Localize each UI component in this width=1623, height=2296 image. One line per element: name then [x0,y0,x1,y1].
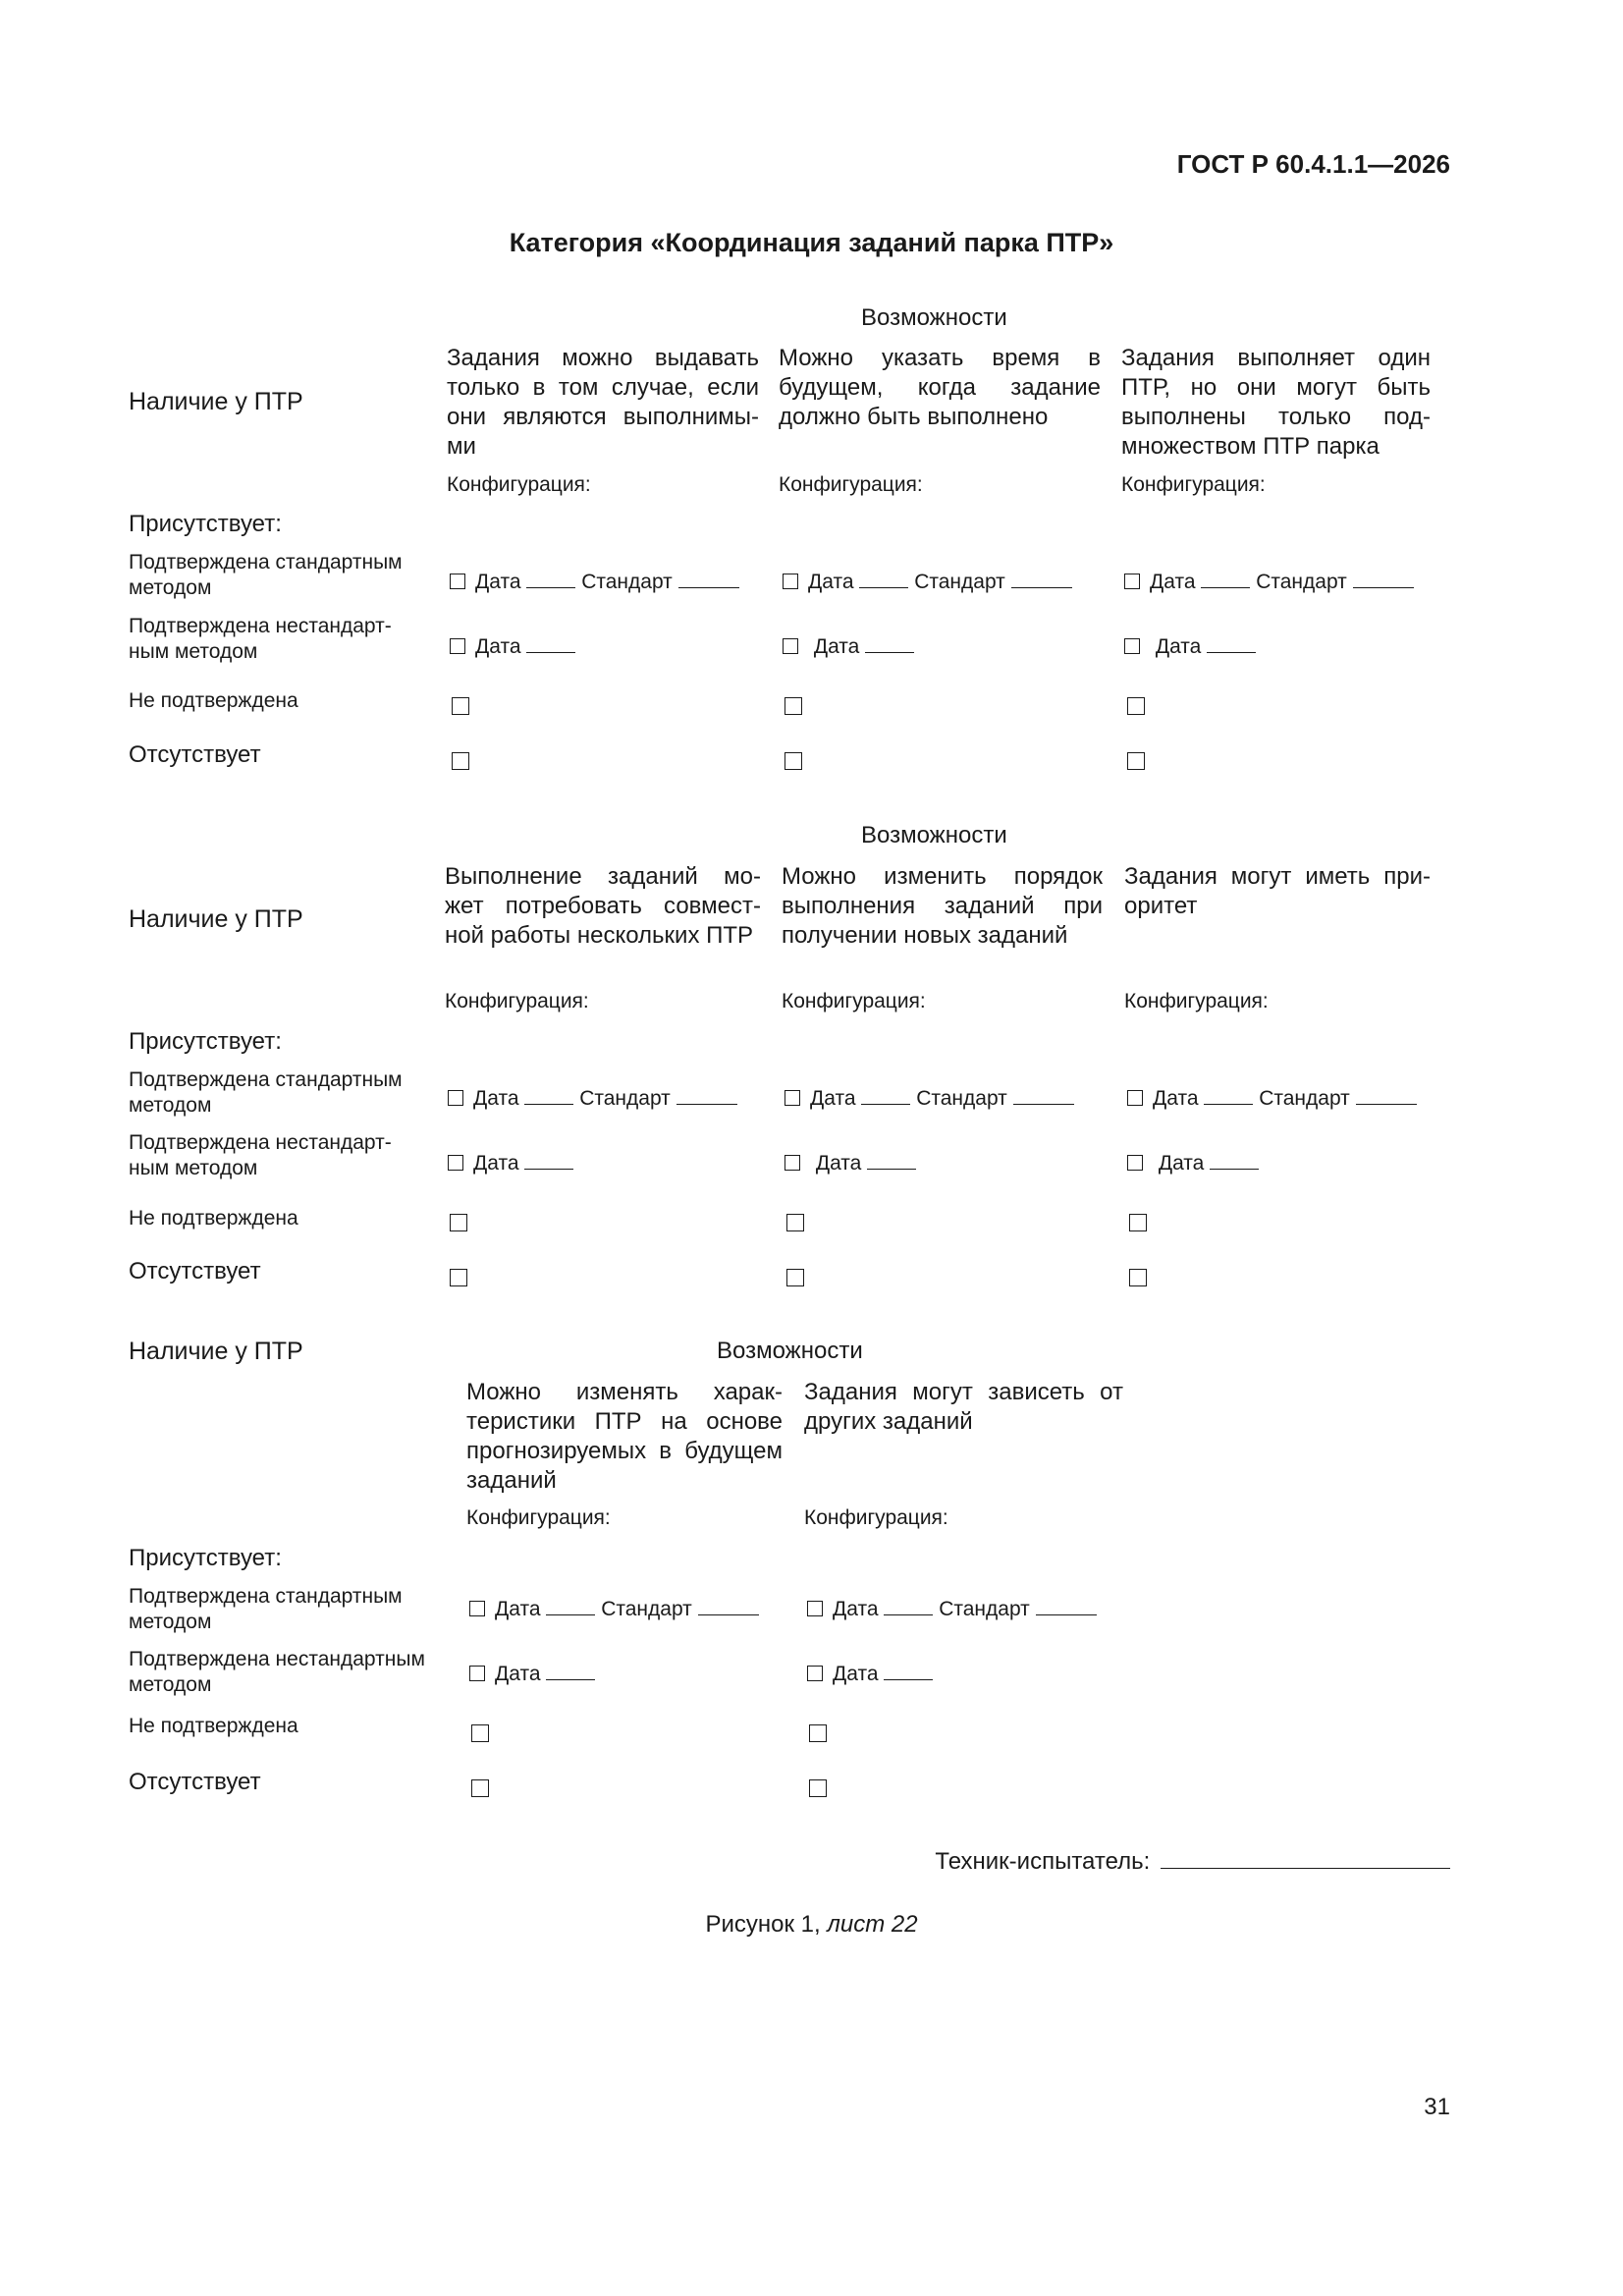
checkbox[interactable] [783,574,798,589]
figure-sheet: лист 22 [827,1911,918,1938]
availability-label: Наличие у ПТР [129,1338,303,1365]
row-label-nonstandard: Подтверждена нестандарт- ным методом [129,615,392,663]
row-label-absent: Отсутствует [129,1769,261,1795]
configuration-label: Конфигурация: [804,1506,948,1529]
feature-text: Задания выполняет один ПТР, но они могут быть выполнены только под-множеством ПТР парка [1121,345,1431,460]
feature-text: Задания могут зависеть от других заданий [804,1379,1123,1435]
nonstandard-cell: Дата [448,1151,573,1175]
standard-cell: Дата Стандарт [784,1086,1074,1111]
checkbox[interactable] [1124,638,1140,654]
standard-cell: Дата Стандарт [1127,1086,1417,1111]
technician-signature [935,1848,1450,1876]
checkbox[interactable] [452,752,469,770]
figure-caption: Рисунок 1, лист 22 [705,1911,918,1938]
capabilities-heading: Возможности [717,1338,863,1364]
standard-cell: Дата Стандарт [807,1597,1097,1621]
feature-text: Задания могут иметь при-оритет [1124,863,1431,919]
feature-text: Можно указать время в будущем, когда задание должно быть выполнено [779,345,1101,430]
standard-cell: Дата Стандарт [450,570,739,594]
checkbox[interactable] [809,1779,827,1797]
configuration-label: Конфигурация: [782,990,926,1012]
row-label-nonstandard: Подтверждена нестандартным методом [129,1648,425,1696]
checkbox[interactable] [784,1155,800,1171]
row-label-absent: Отсутствует [129,741,261,768]
checkbox[interactable] [1127,1155,1143,1171]
checkbox[interactable] [1129,1269,1147,1286]
configuration-label: Конфигурация: [779,473,923,496]
checkbox[interactable] [1127,697,1145,715]
configuration-label: Конфигурация: [466,1506,611,1529]
checkbox[interactable] [784,752,802,770]
availability-label: Наличие у ПТР [129,388,303,415]
checkbox[interactable] [783,638,798,654]
document-number: ГОСТ Р 60.4.1.1—2026 [1176,149,1450,179]
checkbox[interactable] [784,697,802,715]
checkbox[interactable] [1127,752,1145,770]
technician-label: Техник-испытатель: [935,1848,1151,1875]
nonstandard-cell: Дата [469,1662,595,1686]
checkbox[interactable] [469,1666,485,1681]
row-label-nonstandard: Подтверждена нестандарт- ным методом [129,1131,392,1179]
feature-text: Можно изменять харак-теристики ПТР на основе прогнозируемых в будущем заданий [466,1379,783,1494]
checkbox[interactable] [1129,1214,1147,1231]
checkbox[interactable] [1124,574,1140,589]
checkbox[interactable] [471,1779,489,1797]
row-label-standard: Подтверждена стандартным методом [129,1068,403,1117]
nonstandard-cell: Дата [1127,1151,1259,1175]
row-label-not-confirmed: Не подтверждена [129,689,298,712]
nonstandard-cell: Дата [450,634,575,659]
checkbox[interactable] [469,1601,485,1616]
nonstandard-cell: Дата [1124,634,1256,659]
nonstandard-cell: Дата [807,1662,933,1686]
present-label: Присутствует: [129,1028,282,1055]
checkbox[interactable] [450,1214,467,1231]
row-label-not-confirmed: Не подтверждена [129,1207,298,1230]
configuration-label: Конфигурация: [1121,473,1266,496]
configuration-label: Конфигурация: [1124,990,1269,1012]
checkbox[interactable] [807,1666,823,1681]
checkbox[interactable] [784,1090,800,1106]
standard-cell: Дата Стандарт [469,1597,759,1621]
checkbox[interactable] [786,1269,804,1286]
nonstandard-cell: Дата [784,1151,916,1175]
feature-text: Задания можно выдавать только в том случае, если они являются выполнимы-ми [447,345,759,460]
row-label-standard: Подтверждена стандартным методом [129,551,403,599]
checkbox[interactable] [452,697,469,715]
checkbox[interactable] [807,1601,823,1616]
feature-text: Можно изменить порядок выполнения заданий при получении новых заданий [782,863,1103,949]
configuration-label: Конфигурация: [445,990,589,1012]
capabilities-heading: Возможности [861,822,1007,848]
present-label: Присутствует: [129,1545,282,1571]
present-label: Присутствует: [129,511,282,537]
page-title: Категория «Координация заданий парка ПТР» [509,228,1114,257]
capabilities-heading: Возможности [861,304,1007,331]
checkbox[interactable] [450,1269,467,1286]
checkbox[interactable] [448,1155,463,1171]
feature-text: Выполнение заданий мо-жет потребовать совмест-ной работы нескольких ПТР [445,863,761,949]
page-number: 31 [1424,2094,1450,2120]
configuration-label: Конфигурация: [447,473,591,496]
checkbox[interactable] [1127,1090,1143,1106]
checkbox[interactable] [809,1724,827,1742]
standard-cell: Дата Стандарт [448,1086,737,1111]
nonstandard-cell: Дата [783,634,914,659]
row-label-not-confirmed: Не подтверждена [129,1715,298,1737]
checkbox[interactable] [450,638,465,654]
standard-cell: Дата Стандарт [783,570,1072,594]
checkbox[interactable] [471,1724,489,1742]
row-label-absent: Отсутствует [129,1258,261,1285]
checkbox[interactable] [786,1214,804,1231]
checkbox[interactable] [450,574,465,589]
standard-cell: Дата Стандарт [1124,570,1414,594]
checkbox[interactable] [448,1090,463,1106]
row-label-standard: Подтверждена стандартным методом [129,1585,403,1633]
availability-label: Наличие у ПТР [129,905,303,933]
signature-line[interactable] [1161,1850,1450,1869]
